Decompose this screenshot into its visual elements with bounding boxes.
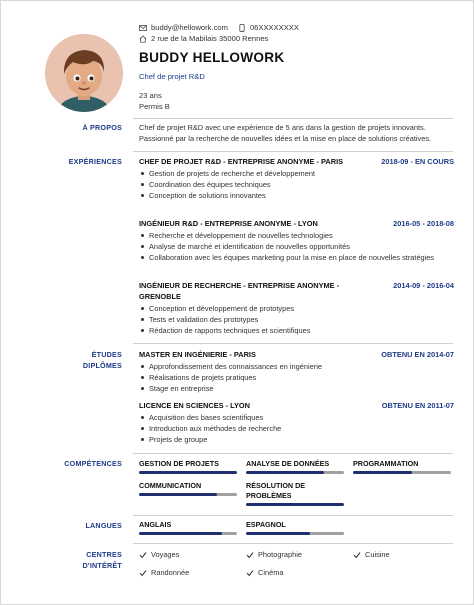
list-item: Conception et développement de prototypes [139, 303, 454, 314]
list-item: Conception de solutions innovantes [139, 190, 454, 201]
skill-name: GESTION DE PROJETS [139, 459, 219, 468]
list-item: Acquisition des bases scientifiques [139, 412, 454, 423]
education-date: OBTENU EN 2014-07 [381, 350, 454, 359]
list-item: Recherche et développement de nouvelles technologies [139, 230, 454, 241]
language-bar [246, 532, 344, 535]
check-icon [139, 569, 147, 577]
skill-bar-fill [139, 493, 217, 496]
skill-bar [139, 471, 237, 474]
avatar-illustration [45, 34, 123, 112]
interest-name: Photographie [258, 550, 302, 559]
about-line: Passionné par la recherche de nouvelles idées et la mise en place de solutions créatives. [139, 134, 432, 143]
skill-bar [353, 471, 451, 474]
experience-title: INGÉNIEUR R&D - ENTREPRISE ANONYME - LYON [139, 219, 318, 228]
language-bar-fill [246, 532, 310, 535]
interests-label [1, 549, 122, 571]
section-divider [133, 343, 453, 344]
education-bullets [139, 361, 454, 394]
check-icon [246, 551, 254, 559]
interests-label-line: D'INTÉRÊT [82, 561, 122, 570]
skill-item [353, 459, 451, 474]
list-item: Stage en entreprise [139, 383, 454, 394]
section-divider [133, 151, 453, 152]
list-item: Introduction aux méthodes de recherche [139, 423, 454, 434]
list-item: Gestion de projets de recherche et développement [139, 168, 454, 179]
experience-bullets [139, 230, 454, 263]
contact-row [139, 23, 299, 32]
interest-item [246, 550, 302, 559]
interest-item [139, 568, 189, 577]
interests-label-line: CENTRES [86, 550, 122, 559]
skill-bar-fill [139, 471, 237, 474]
home-icon [139, 35, 147, 43]
interest-name: Cuisine [365, 550, 390, 559]
list-item: Approfondissement des connaissances en ingénierie [139, 361, 454, 372]
skill-item [139, 481, 237, 496]
language-item [139, 520, 237, 535]
experience-item [139, 156, 454, 201]
list-item: Réalisations de projets pratiques [139, 372, 454, 383]
email-text[interactable]: buddy@hellowork.com [151, 23, 228, 32]
experience-item [139, 280, 454, 336]
profile-avatar [45, 34, 123, 112]
phone-text[interactable]: 06XXXXXXXX [249, 23, 299, 32]
interest-item [246, 568, 283, 577]
skills-label: COMPÉTENCES [64, 459, 122, 468]
skill-item [139, 459, 237, 474]
list-item: Collaboration avec les équipes marketing pour la mise en place de nouvelles stratégies [139, 252, 454, 263]
experience-title: INGÉNIEUR DE RECHERCHE - ENTREPRISE ANONYME - GRENOBLE [139, 281, 340, 301]
skill-item [246, 459, 344, 474]
email-icon [139, 24, 147, 32]
check-icon [353, 551, 361, 559]
experience-date: 2014-09 - 2016-04 [393, 281, 454, 290]
education-bullets [139, 412, 454, 445]
about-line: Chef de projet R&D avec une expérience de 5 ans dans la gestion de projets innovants. [139, 123, 426, 132]
license-text: Permis B [139, 102, 170, 111]
interest-item [139, 550, 179, 559]
address-text: 2 rue de la Mabilais 35000 Rennes [151, 34, 269, 43]
list-item: Rédaction de rapports techniques et scientifiques [139, 325, 454, 336]
experience-bullets [139, 303, 454, 336]
skill-name: PROGRAMMATION [353, 459, 419, 468]
education-title: MASTER EN INGÉNIERIE - PARIS [139, 350, 256, 359]
about-text [139, 122, 455, 144]
studies-label [1, 349, 122, 371]
address-row [139, 34, 268, 43]
interest-name: Cinéma [258, 568, 284, 577]
language-name: ANGLAIS [139, 520, 172, 529]
check-icon [246, 569, 254, 577]
age-text: 23 ans [139, 91, 162, 100]
skill-bar-fill [246, 503, 344, 506]
interest-item [353, 550, 390, 559]
experience-item [139, 218, 454, 263]
list-item: Coordination des équipes techniques [139, 179, 454, 190]
about-label: À PROPOS [82, 123, 122, 132]
candidate-name: BUDDY HELLOWORK [139, 50, 285, 65]
skill-name: ANALYSE DE DONNÉES [246, 459, 330, 468]
experiences-label: EXPÉRIENCES [68, 157, 122, 166]
skill-item [246, 481, 344, 506]
section-divider [133, 515, 453, 516]
language-name: ESPAGNOL [246, 520, 286, 529]
job-title: Chef de projet R&D [139, 72, 205, 81]
skill-bar [246, 503, 344, 506]
education-item [139, 349, 454, 394]
interest-name: Randonnée [151, 568, 190, 577]
list-item: Analyse de marché et identification de nouvelles opportunités [139, 241, 454, 252]
check-icon [139, 551, 147, 559]
language-bar-fill [139, 532, 222, 535]
skill-bar [139, 493, 237, 496]
experience-bullets [139, 168, 454, 201]
phone-icon [238, 24, 246, 32]
studies-label-line: ÉTUDES [91, 350, 122, 359]
experience-date: 2016-05 - 2018-08 [393, 219, 454, 228]
skill-bar [246, 471, 344, 474]
experience-date: 2018-09 - EN COURS [381, 157, 454, 166]
language-bar [139, 532, 237, 535]
section-divider [133, 543, 453, 544]
experience-title: CHEF DE PROJET R&D - ENTREPRISE ANONYME - PARIS [139, 157, 344, 166]
skill-name: RÉSOLUTION DE PROBLÈMES [246, 481, 306, 500]
interest-name: Voyages [151, 550, 180, 559]
education-item [139, 400, 454, 445]
studies-label-line: DIPLÔMES [82, 361, 122, 370]
languages-label: LANGUES [85, 521, 122, 530]
skill-bar-fill [353, 471, 412, 474]
list-item: Projets de groupe [139, 434, 454, 445]
section-divider [133, 118, 453, 119]
language-item [246, 520, 344, 535]
skill-name: COMMUNICATION [139, 481, 202, 490]
list-item: Tests et validation des prototypes [139, 314, 454, 325]
education-title: LICENCE EN SCIENCES - LYON [139, 401, 251, 410]
section-divider [133, 453, 453, 454]
education-date: OBTENU EN 2011-07 [381, 401, 454, 410]
skill-bar-fill [246, 471, 324, 474]
